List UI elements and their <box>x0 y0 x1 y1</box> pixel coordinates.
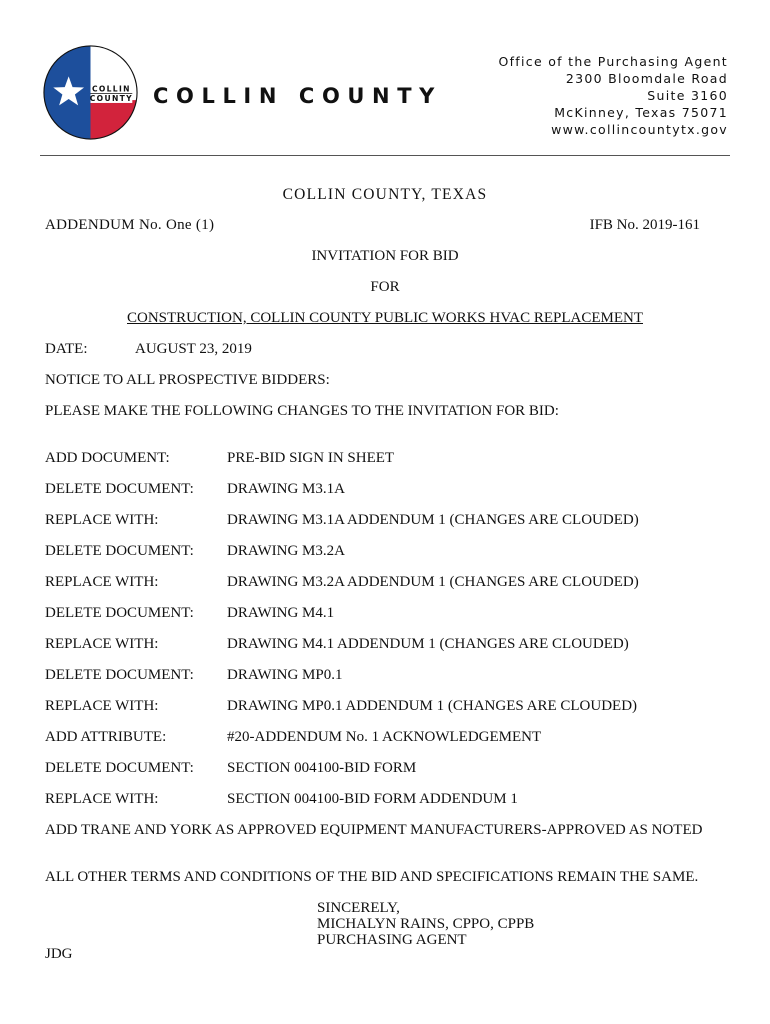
approved-manufacturers-note: ADD TRANE AND YORK AS APPROVED EQUIPMENT MANUFACTURERS-APPROVED AS NOTED <box>45 822 703 838</box>
change-value: DRAWING M3.2A <box>227 543 345 559</box>
document-title: INVITATION FOR BID <box>311 248 459 264</box>
change-label: ADD DOCUMENT: <box>45 450 170 466</box>
change-label: REPLACE WITH: <box>45 698 159 714</box>
change-label: DELETE DOCUMENT: <box>45 760 194 776</box>
date-label: DATE: <box>45 341 88 357</box>
change-value: DRAWING M3.1A <box>227 481 345 497</box>
office-address-block <box>498 53 728 138</box>
change-value: PRE-BID SIGN IN SHEET <box>227 450 395 466</box>
document-title-for: FOR <box>370 279 400 295</box>
office-street: 2300 Bloomdale Road <box>565 71 728 86</box>
svg-text:COUNTY: COUNTY <box>89 94 134 104</box>
notice-line: NOTICE TO ALL PROSPECTIVE BIDDERS: <box>45 372 330 388</box>
date-value: AUGUST 23, 2019 <box>135 341 252 357</box>
change-value: SECTION 004100-BID FORM <box>227 760 417 776</box>
signature-block <box>317 900 534 948</box>
county-heading: COLLIN COUNTY, TEXAS <box>282 186 488 203</box>
change-label: DELETE DOCUMENT: <box>45 667 194 683</box>
change-value: #20-ADDENDUM No. 1 ACKNOWLEDGEMENT <box>227 729 542 745</box>
change-label: DELETE DOCUMENT: <box>45 481 194 497</box>
change-label: REPLACE WITH: <box>45 636 159 652</box>
signature-name: MICHALYN RAINS, CPPO, CPPB <box>317 916 535 932</box>
typist-initials: JDG <box>45 946 73 962</box>
closing-statement: ALL OTHER TERMS AND CONDITIONS OF THE BID AND SPECIFICATIONS REMAIN THE SAME. <box>45 869 699 885</box>
office-name: Office of the Purchasing Agent <box>498 54 728 69</box>
change-label: DELETE DOCUMENT: <box>45 605 194 621</box>
change-label: REPLACE WITH: <box>45 791 159 807</box>
change-value: DRAWING M4.1 <box>227 605 335 621</box>
header-divider <box>40 155 730 156</box>
signature-salutation: SINCERELY, <box>317 900 400 916</box>
signature-title: PURCHASING AGENT <box>317 932 467 948</box>
change-label: REPLACE WITH: <box>45 574 159 590</box>
county-seal-logo <box>43 45 138 140</box>
change-label: DELETE DOCUMENT: <box>45 543 194 559</box>
svg-text:COLLIN: COLLIN <box>91 84 131 94</box>
change-value: SECTION 004100-BID FORM ADDENDUM 1 <box>227 791 518 807</box>
change-value: DRAWING M4.1 ADDENDUM 1 (CHANGES ARE CLOUDED) <box>227 636 629 652</box>
office-suite: Suite 3160 <box>647 88 728 103</box>
county-brand-name: COLLIN COUNTY <box>153 84 442 108</box>
change-value: DRAWING MP0.1 ADDENDUM 1 (CHANGES ARE CLOUDED) <box>227 698 638 714</box>
office-website-link[interactable]: www.collincountytx.gov <box>551 122 728 137</box>
instruction-line: PLEASE MAKE THE FOLLOWING CHANGES TO THE INVITATION FOR BID: <box>45 403 559 419</box>
ifb-number: IFB No. 2019-161 <box>589 217 700 233</box>
change-label: REPLACE WITH: <box>45 512 159 528</box>
project-title: CONSTRUCTION, COLLIN COUNTY PUBLIC WORKS HVAC REPLACEMENT <box>127 310 643 326</box>
change-label: ADD ATTRIBUTE: <box>45 729 167 745</box>
change-value: DRAWING M3.1A ADDENDUM 1 (CHANGES ARE CLOUDED) <box>227 512 639 528</box>
addendum-number: ADDENDUM No. One (1) <box>45 217 215 233</box>
change-value: DRAWING MP0.1 <box>227 667 343 683</box>
change-value: DRAWING M3.2A ADDENDUM 1 (CHANGES ARE CLOUDED) <box>227 574 639 590</box>
office-city: McKinney, Texas 75071 <box>554 105 728 120</box>
